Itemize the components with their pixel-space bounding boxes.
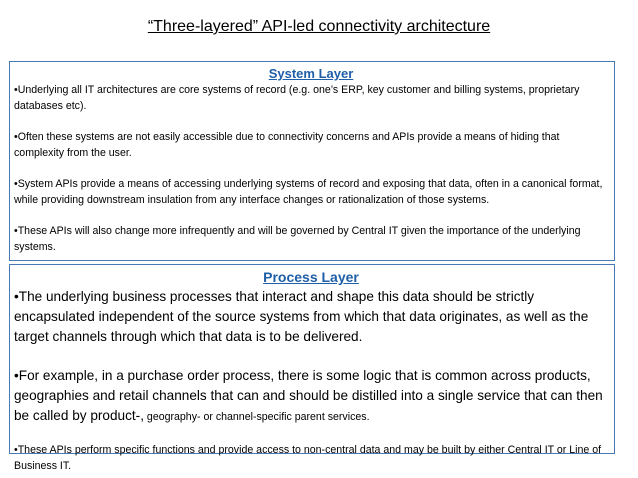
- process-layer-bullet-2-tail: geography- or channel-specific parent services.: [143, 411, 370, 423]
- slide-title: “Three-layered” API-led connectivity architecture: [147, 18, 491, 35]
- system-layer-bullet-3: •System APIs provide a means of accessing underlying systems of record and exposing that data, often in a canonical format, while providing downstream insulation from any interface changes or rationalization of those systems.: [14, 178, 603, 206]
- process-layer-bullet-1: •The underlying business processes that interact and shape this data should be strictly encapsulated independent of the source systems from which that data originates, as well as the target channels through which that data is to be delivered.: [14, 289, 589, 344]
- system-layer-bullet-2: •Often these systems are not easily accessible due to connectivity concerns and APIs provide a means of hiding that complexity from the user.: [14, 131, 560, 159]
- process-layer-bullet-2: [14, 366, 608, 427]
- system-layer-heading: System Layer: [268, 66, 354, 81]
- process-layer-bullet-2-main: •For example, in a purchase order process, there is some logic that is common across products, geographies and retail channels that can and should be distilled into a single service that can then be called by product-,: [14, 368, 603, 423]
- process-layer-heading: Process Layer: [263, 269, 359, 285]
- system-layer-box: [9, 61, 615, 261]
- system-layer-bullet-4: •These APIs will also change more infrequently and will be governed by Central IT given the importance of the underlying systems.: [14, 225, 581, 253]
- system-layer-bullet-1: •Underlying all IT architectures are core systems of record (e.g. one’s ERP, key customer and billing systems, proprietary databases etc).: [14, 84, 580, 112]
- process-layer-box: [9, 264, 615, 472]
- process-layer-bullet-3: •These APIs perform specific functions and provide access to non-central data and may be built by either Central IT or Line of Business IT.: [14, 444, 602, 472]
